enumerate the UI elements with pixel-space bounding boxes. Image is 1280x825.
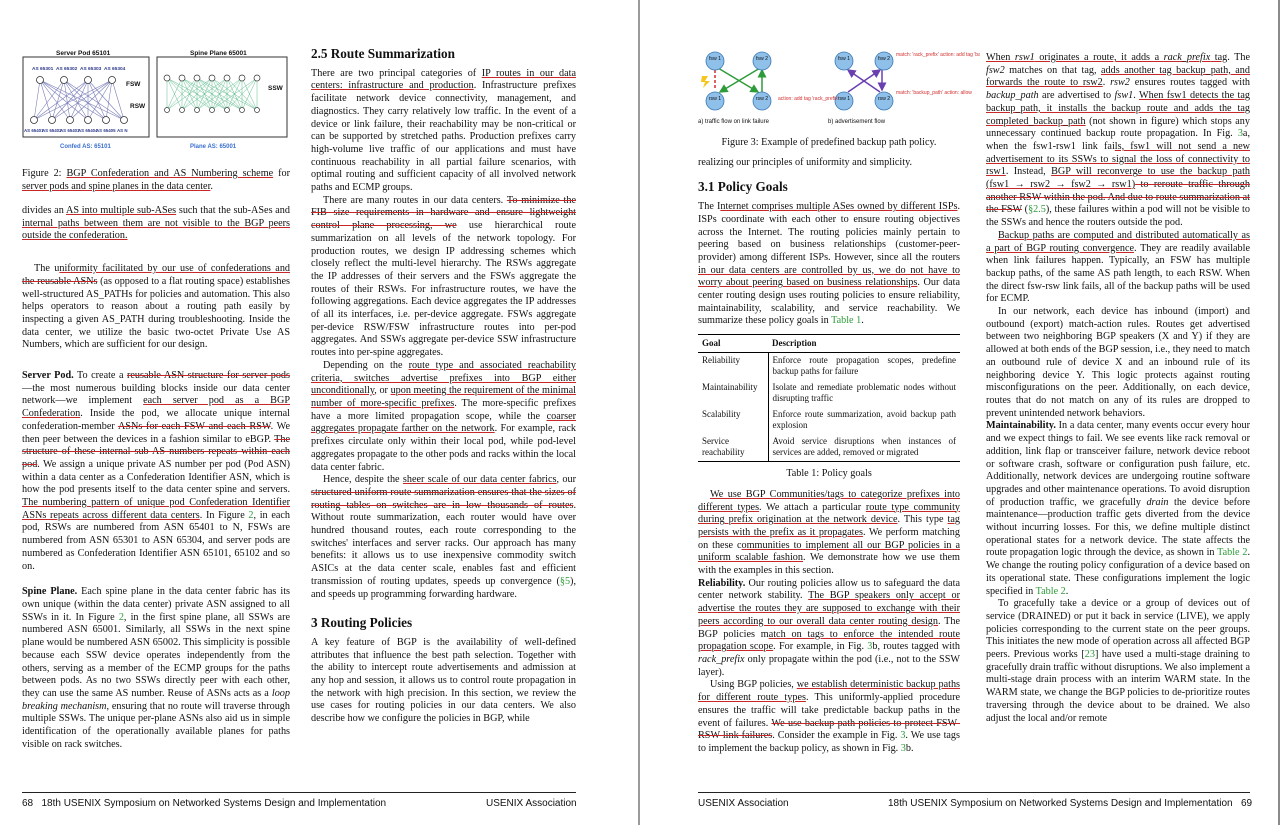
table-cell: Scalability bbox=[698, 407, 768, 434]
citation-link[interactable]: 23 bbox=[1084, 649, 1095, 661]
figure-ref-link[interactable]: 3 bbox=[867, 641, 873, 653]
table-cell: Isolate and remediate problematic nodes without disrupting traffic bbox=[772, 382, 956, 404]
paragraph: Reliability. Our routing policies allow us to safeguard the data center network stability. The BGP speakers only accept or advertise the routes they are supposed to exchange with their peers according to our overall data center routing design. The BGP policies match on tags to enforce the intended route propagation scope. For example, in Fig. 3b, routes tagged with rack_prefix only propagate within the pod (i.e., not to the SSW layer). bbox=[698, 577, 960, 678]
page-number: 69 bbox=[1240, 798, 1253, 809]
rsw-asn: AS 65405 bbox=[96, 128, 116, 133]
server-pod-title: Server Pod 65101 bbox=[56, 50, 111, 57]
table-ref-link[interactable]: Table 2 bbox=[1035, 585, 1066, 597]
section-heading: 3 Routing Policies bbox=[311, 615, 413, 631]
figure-ref-link[interactable]: 3 bbox=[900, 742, 906, 754]
paragraph: Hence, despite the sheer scale of our data center fabrics, our structured uniform route summarization ensures that the sizes of routing tables on switches are in low thousands of routes. Without route summarization, each router would have over hundred thousand routes, each route corresponding to the switches' interfaces and server racks. Our approach has many benefits: it allows us to use inexpensive commodity switch ASICs at the data center scale, enables fast and efficient transmission of routing updates, speeds up convergence (§5), and speeds up programming forwarding hardware. bbox=[311, 474, 576, 600]
section-ref-link[interactable]: §2.5 bbox=[1028, 204, 1046, 216]
footer-rule bbox=[22, 792, 576, 793]
policy-goals-table bbox=[698, 334, 960, 462]
figure-3-diagram bbox=[698, 48, 980, 128]
fsw-asn: AS 65303 bbox=[80, 67, 102, 72]
fsw-asn: AS 65301 bbox=[32, 67, 54, 72]
table-header: Goal bbox=[698, 335, 768, 353]
paragraph: Server Pod. To create a reusable ASN structure for server pods—the most numerous building blocks inside our data center network—we implement each server pod as a BGP Confederation. Inside the pod, we allocate unique internal confederation-member ASNs for each FSW and each RSW. We then peer between the devices in a fashion similar to eBGP. The structure of these internal sub-AS numbers repeats within each pod. We assign a unique private AS number per pod (Pod ASN) within a data center as a Confederation Identifier ASN, which is how the pod presents itself to the data center spine and servers. The numbering pattern of unique pod Confederation Identifier ASNs repeats across different data centers. In Figure 2, in each pod, RSWs are numbered from ASN 65401 to N, FSWs are numbered from ASN 65301 to ASN 65304, and server pods are numbered as Confederation Identifier ASN 65101, 65102 and so on. bbox=[22, 370, 290, 572]
paragraph: There are many routes in our data centers. To minimize the FIB size requirements in hardware and ensure lightweight control plane processing, we use hierarchical route summarization on all levels of the network topology. For production routes, we design IP addressing schemes which closely reflect the multi-level hierarchy. The RSWs aggregate the IP addresses of their servers and the FSWs aggregate the routes of their RSWs. For infrastructure routes, we have the following aggregations. Each device aggregates the IP addresses of all its interfaces, i.e. per-device aggregate. FSWs aggregate per-device RSW/FSW infrastructure routes into per-pod aggregates. And SSWs aggregate per-device SSW infrastructure routes into per-spine aggregates. bbox=[311, 194, 576, 359]
venue: 18th USENIX Symposium on Networked Systems Design and Implementation bbox=[888, 798, 1233, 809]
paragraph: Maintainability. In a data center, many events occur every hour and we expect things to fail. We see events like rack removal or addition, link flap or transceiver failure, network device reboot or software crash, software or configuration push failure, etc. Additionally, network devices are undergoing routine software upgrades and other maintenance operations. To avoid disruption of production traffic, we gracefully drain the device before maintenance—production traffic gets diverted from the device without incurring losses. For this, we define multiple distinct operational states for a network device. The state affects the route propagation logic through the device, as shown in Table 2. We change the routing policy configuration of a device based on its operational state. These configurations implement the logic specified in Table 2. bbox=[986, 420, 1250, 597]
page-footer-right bbox=[888, 798, 1252, 809]
node-label: fsw 2 bbox=[755, 56, 769, 62]
paragraph: realizing our principles of uniformity and simplicity. bbox=[698, 156, 913, 168]
paragraph: Depending on the route type and associated reachability criteria, switches advertise prefixes into BGP either unconditionally, or upon meeting the requirement of the minimal number of more-specific prefixes. The more-specific prefixes have a more limited propagation scope, while the coarser aggregates propagate farther on the network. For example, rack prefixes circulate only within their local pod, while pod-level aggregates propagate to the other pods and racks within the local data center fabric. bbox=[311, 359, 576, 473]
right-column-1 bbox=[698, 137, 960, 756]
subfigure-b-label: b) advertisement flow bbox=[828, 119, 886, 125]
figure-ref-link[interactable]: 2 bbox=[248, 509, 254, 521]
fsw-asn: AS 65302 bbox=[56, 67, 78, 72]
paragraph: A key feature of BGP is the availability of well-defined attributes that influence the best path selection. Together with the ability to intercept route advertisements and admission at any hop and session, it allows us to control route propagation in the network with high precision. In this section, we review the use cases for routing policies in our data centers. We also describe how we configure the policies in BGP, while bbox=[311, 636, 576, 725]
match-note-top: match: 'rack_prefix' action: add tag 'ba bbox=[896, 52, 980, 58]
right-column-2 bbox=[986, 52, 1250, 725]
figure-2-diagram bbox=[22, 48, 292, 158]
paragraph: We use BGP Communities/tags to categorize prefixes into different types. We attach a particular route type community during prefix origination at the network device. This type tag persists with the prefix as it propagates. We perform matching on these communities to implement all our BGP policies in a uniform scalable fashion. We demonstrate how we use them with the examples in this section. bbox=[698, 488, 960, 577]
footer-rule bbox=[698, 792, 1250, 793]
table-row bbox=[698, 434, 960, 462]
right-page bbox=[640, 0, 1278, 825]
paragraph: In our network, each device has inbound (import) and outbound (export) match-action rules. Routes get advertised between two neighboring BGP speakers (X and Y) if they are allowed at both ends of the BGP session, i.e., they need to match an outbound rule of device X and an inbound rule of its neighboring device Y. This logic protects against routing misconfigurations on the peer. Additionally, on each device, routes that do not match on any of its rules are dropped to prevent unintended network behaviors. bbox=[986, 306, 1250, 419]
rsw-asn: AS 65401 bbox=[24, 128, 44, 133]
paragraph: When rsw1 originates a route, it adds a rack_prefix tag. The fsw2 matches on that tag, adds another tag backup_path, and forwards the route to rsw2. rsw2 ensures routes tagged with backup_path are advertised to fsw1. When fsw1 detects the tag backup_path, it installs the backup route and adds the tag completed_backup_path (not shown in figure) which stops any unnecessary continued backup route propagation. In Fig. 3a, when the fsw1-rsw1 link fails, fsw1 will not send a new advertisement to its SSWs to signal the loss of connectivity to rsw1. Instead, BGP will reconverge to use the backup path (fsw1 → rsw2 → fsw2 → rsw1) to reroute traffic through another RSW within the pod. And due to route summarization at the FSW (§2.5), these failures within a pod will not be visible to the SSWs and hence the routers outside the pod. bbox=[986, 52, 1251, 229]
rsw-asn: AS N bbox=[117, 128, 128, 133]
rsw-asn: AS 65403 bbox=[60, 128, 80, 133]
table-header-row bbox=[698, 335, 960, 353]
lightning-icon bbox=[701, 76, 710, 88]
table-cell: Maintainability bbox=[698, 380, 768, 407]
left-column-2 bbox=[311, 48, 576, 726]
table-header: Description bbox=[768, 335, 960, 353]
spine-plane-title: Spine Plane 65001 bbox=[190, 50, 247, 57]
paragraph: The uniformity facilitated by our use of confederations and the reusable ASNs (as opposed to a flat routing space) establishes well-structured AS_PATHs for policies and automation. This also helps operators to reason about a routing path easily by inspecting a given AS_PATH during troubleshooting. Inside the data center, we utilize the basic two-octet Private Use AS Numbers, which are sufficient for our design. bbox=[22, 263, 291, 351]
table-cell: Enforce route propagation scopes, predefine backup paths for failure bbox=[772, 355, 956, 377]
paragraph: Using BGP policies, we establish deterministic backup paths for different route types. This uniformly-applied procedure ensures the traffic will take predictable backup paths in the event of failures. We use backup path policies to protect FSW-RSW link failures. Consider the example in Fig. 3. We use tags to implement the backup policy, as shown in Fig. 3b. bbox=[698, 679, 960, 754]
ssw-label: SSW bbox=[268, 85, 283, 92]
node-label: rsw 2 bbox=[877, 96, 891, 102]
node-label: fsw 2 bbox=[877, 56, 891, 62]
section-heading: 2.5 Route Summarization bbox=[311, 46, 455, 61]
left-column-1 bbox=[22, 205, 290, 751]
action-note: action: add tag 'rack_prefix' bbox=[778, 96, 839, 102]
table-ref-link[interactable]: Table 2 bbox=[1217, 547, 1248, 559]
table-row bbox=[698, 380, 960, 407]
paragraph: There are two principal categories of IP routes in our data centers: infrastructure and production. Infrastructure prefixes facilitate network device connectivity, management, and diagnostics. They carry relatively low traffic. In the event of a device or link failure, their reachability may be non-critical or can be supported by stretched paths. Production prefixes carry high-volume live traffic of our applications and must have continuous reachability in all partial failure scenarios, with optimal routing and sufficient capacity of all involved network paths and ECMP groups. bbox=[311, 67, 576, 194]
node-label: rsw 1 bbox=[837, 96, 851, 102]
confed-label: Confed AS: 65101 bbox=[60, 144, 111, 150]
figure-3-caption: Figure 3: Example of predefined backup path policy. bbox=[721, 137, 937, 148]
fsw-asn: AS 65304 bbox=[104, 67, 126, 72]
paragraph: The Internet comprises multiple ASes owned by different ISPs. ISPs coordinate with each other to ensure routing objectives across the Internet. The routing policies mainly pertain to peering based on business relationships (customer-peer-provider) among different ISPs. However, since all the routers in our data centers are controlled by us, we do not have to worry about peering based on business relationships. Our data center routing design uses routing policies to ensure reliability, maintainability, scalability, and service reachability. We summarize these policy goals in Table 1. bbox=[698, 201, 961, 327]
figure-2-caption: Figure 2: BGP Confederation and AS Numbering scheme for server pods and spine planes in the data center. bbox=[22, 168, 290, 192]
table-cell: Enforce route summarization, avoid backup path explosion bbox=[772, 409, 956, 431]
table-row bbox=[698, 407, 960, 434]
table-cell: Reliability bbox=[698, 353, 768, 381]
left-page bbox=[0, 0, 638, 825]
rsw-label: RSW bbox=[130, 103, 146, 110]
node-label: fsw 1 bbox=[708, 56, 722, 62]
rsw-asn: AS 65404 bbox=[78, 128, 98, 133]
figure-ref-link[interactable]: 2 bbox=[118, 611, 124, 623]
subfigure-a-label: a) traffic flow on link failure bbox=[698, 119, 769, 125]
paragraph: divides an AS into multiple sub-ASes such that the sub-ASes and internal paths between them are not visible to the BGP peers outside the confederation. bbox=[22, 205, 290, 242]
paragraph: Backup paths are computed and distributed automatically as a part of BGP routing convergence. They are readily available when link failures happen. Typically, an FSW has multiple backup paths, of the same AS path length, to each RSW. When the direct fsw-rsw link fails, all of the backup paths will be used for ECMP. bbox=[986, 229, 1251, 305]
footer-association: USENIX Association bbox=[698, 798, 789, 809]
page-number: 68 bbox=[22, 798, 34, 809]
venue: 18th USENIX Symposium on Networked Systems Design and Implementation bbox=[41, 798, 387, 809]
table-cell: Service reachability bbox=[698, 434, 768, 462]
figure-3 bbox=[698, 48, 980, 128]
section-heading: 3.1 Policy Goals bbox=[698, 179, 788, 195]
node-label: rsw 2 bbox=[755, 96, 769, 102]
section-ref-link[interactable]: §5 bbox=[559, 575, 571, 587]
table-cell: Avoid service disruptions when instances of services are added, removed or migrated bbox=[768, 434, 960, 462]
fsw-label: FSW bbox=[126, 81, 141, 88]
table-ref-link[interactable]: Table 1 bbox=[831, 315, 862, 327]
figure-ref-link[interactable]: 3 bbox=[900, 730, 906, 742]
paragraph: Spine Plane. Each spine plane in the data center fabric has its own unique (within the data center) private ASN assigned to all SSWs in it. In Figure 2, in the first spine plane, all SSWs are numbered ASN 65001. Similarly, all SSWs in the next spine plane would be numbered ASN 65002. This simplicity is possible because each SSW device operates independently from the others, serving as a member of the ECMP groups for the paths between pods. As no two SSWs directly peer with each other, they can use the same AS number. Reuse of ASNs acts as a loop breaking mechanism, ensuring that no route will traverse through multiple SSWs. The unique per-plane ASNs also aid us in simple identification of the operationally available planes for paths visible on rack switches. bbox=[22, 586, 290, 750]
page-footer-left bbox=[22, 798, 386, 809]
table-1-caption: Table 1: Policy goals bbox=[786, 468, 872, 480]
match-note-bottom: match: 'backup_path' action: allow bbox=[896, 90, 972, 96]
node-label: fsw 1 bbox=[837, 56, 851, 62]
node-label: rsw 1 bbox=[708, 96, 722, 102]
paragraph: To gracefully take a device or a group of devices out of service (DRAINED) or put it back in service (LIVE), we apply policies corresponding to the current state on the peer groups. This initiates the new mode of operation across all affected BGP peers. Previous works [23] have used a multi-stage draining to gracefully drain traffic without disruptions. We also implement a multi-stage drain process with an interim WARM state. In the WARM state, we change the BGP policies to de-prioritize routes traversing through the device about to be drained. We also adjust the local and/or remote bbox=[986, 598, 1251, 724]
table-row bbox=[698, 353, 960, 381]
figure-ref-link[interactable]: 3 bbox=[1237, 128, 1243, 140]
figure-2 bbox=[22, 48, 292, 158]
plane-label: Plane AS: 65001 bbox=[190, 144, 237, 150]
footer-association: USENIX Association bbox=[486, 798, 577, 809]
rsw-asn: AS 65402 bbox=[42, 128, 62, 133]
